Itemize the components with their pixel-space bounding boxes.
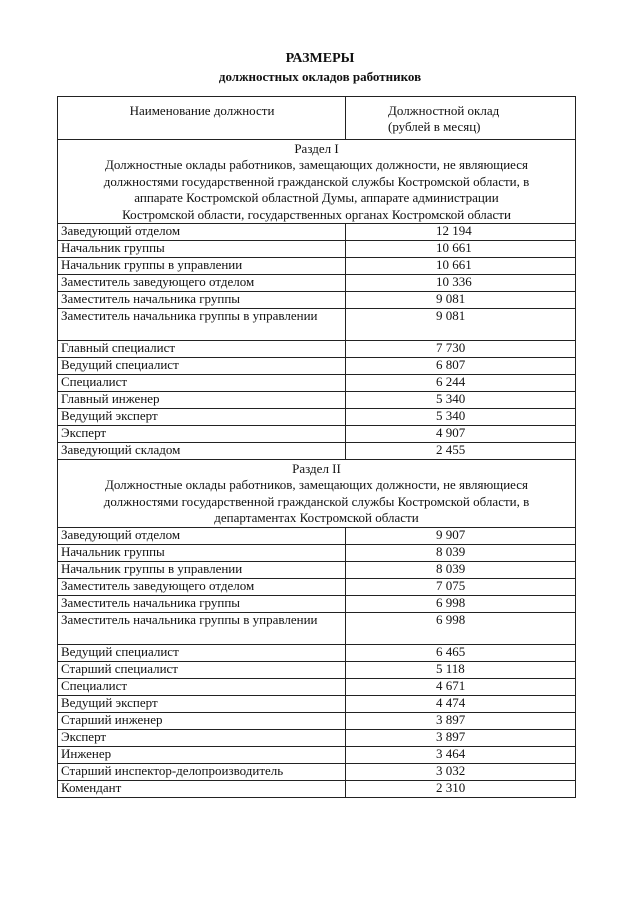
position-cell: Заведующий отделом <box>58 224 346 241</box>
table-row <box>58 392 576 409</box>
section-description-line: должностями государственной гражданской службы Костромской области, в <box>103 173 530 189</box>
salary-cell: 3 897 <box>346 729 576 746</box>
header-position: Наименование должности <box>58 97 346 140</box>
salary-cell: 8 039 <box>346 561 576 578</box>
position-cell: Начальник группы <box>58 544 346 561</box>
salary-cell: 5 340 <box>346 409 576 426</box>
salary-cell: 2 455 <box>346 443 576 460</box>
salary-cell: 10 661 <box>346 241 576 258</box>
salary-cell: 7 730 <box>346 341 576 358</box>
position-cell: Заведующий складом <box>58 443 346 460</box>
salary-cell: 3 897 <box>346 712 576 729</box>
position-cell: Заместитель начальника группы в управлении <box>58 309 346 341</box>
section-header-row <box>58 140 576 224</box>
table-row <box>58 275 576 292</box>
table-row <box>58 544 576 561</box>
section-header-row <box>58 460 576 528</box>
position-cell: Эксперт <box>58 426 346 443</box>
position-cell: Ведущий специалист <box>58 358 346 375</box>
position-cell: Эксперт <box>58 729 346 746</box>
section-description-line: Должностные оклады работников, замещающих должности, не являющиеся <box>104 157 528 173</box>
position-cell: Начальник группы <box>58 241 346 258</box>
table-row <box>58 644 576 661</box>
section-label: Раздел I <box>294 141 339 156</box>
position-cell: Заместитель начальника группы <box>58 595 346 612</box>
section-label: Раздел II <box>292 461 341 477</box>
table-header-row <box>58 97 576 140</box>
position-cell: Начальник группы в управлении <box>58 561 346 578</box>
header-salary-line2: (рублей в месяц) <box>388 119 481 134</box>
salary-cell: 3 032 <box>346 763 576 780</box>
salary-cell: 12 194 <box>346 224 576 241</box>
table-row <box>58 612 576 644</box>
position-cell: Старший инженер <box>58 712 346 729</box>
section-description-line: аппарате Костромской областной Думы, аппарате администрации <box>134 190 499 206</box>
salary-cell: 6 465 <box>346 644 576 661</box>
salary-cell: 5 118 <box>346 661 576 678</box>
table-row <box>58 527 576 544</box>
table-row <box>58 595 576 612</box>
position-cell: Главный инженер <box>58 392 346 409</box>
position-cell: Ведущий эксперт <box>58 409 346 426</box>
position-cell: Специалист <box>58 678 346 695</box>
salary-cell: 2 310 <box>346 780 576 797</box>
position-cell: Главный специалист <box>58 341 346 358</box>
position-cell: Заместитель заведующего отделом <box>58 275 346 292</box>
table-row <box>58 258 576 275</box>
section-header <box>58 140 576 224</box>
table-row <box>58 443 576 460</box>
position-cell: Комендант <box>58 780 346 797</box>
table-row <box>58 561 576 578</box>
position-cell: Заместитель начальника группы <box>58 292 346 309</box>
header-salary <box>346 97 576 140</box>
table-row <box>58 746 576 763</box>
position-cell: Специалист <box>58 375 346 392</box>
table-row <box>58 224 576 241</box>
section-description-line: Костромской области, государственных органах Костромской области <box>122 206 511 222</box>
table-row <box>58 358 576 375</box>
document-subtitle: должностных окладов работников <box>218 69 422 84</box>
salary-cell: 3 464 <box>346 746 576 763</box>
position-cell: Инженер <box>58 746 346 763</box>
section-description-line: должностями государственной гражданской службы Костромской области, в <box>103 493 530 509</box>
position-cell: Ведущий специалист <box>58 644 346 661</box>
salary-cell: 7 075 <box>346 578 576 595</box>
position-cell: Заместитель начальника группы в управлении <box>58 612 346 644</box>
salary-cell: 6 998 <box>346 595 576 612</box>
salary-cell: 8 039 <box>346 544 576 561</box>
table-row <box>58 695 576 712</box>
section-description-line: Должностные оклады работников, замещающих должности, не являющиеся <box>104 477 528 493</box>
salary-cell: 6 807 <box>346 358 576 375</box>
table-row <box>58 241 576 258</box>
salary-cell: 5 340 <box>346 392 576 409</box>
salary-cell: 10 336 <box>346 275 576 292</box>
salary-cell: 10 661 <box>346 258 576 275</box>
table-row <box>58 409 576 426</box>
table-row <box>58 309 576 341</box>
section-header <box>58 460 576 528</box>
salary-cell: 4 907 <box>346 426 576 443</box>
document-title: РАЗМЕРЫ <box>285 51 355 66</box>
table-row <box>58 292 576 309</box>
salary-cell: 6 998 <box>346 612 576 644</box>
table-row <box>58 661 576 678</box>
position-cell: Заместитель заведующего отделом <box>58 578 346 595</box>
header-salary-line1: Должностной оклад <box>388 103 500 118</box>
table-row <box>58 426 576 443</box>
table-row <box>58 712 576 729</box>
table-row <box>58 341 576 358</box>
table-row <box>58 578 576 595</box>
position-cell: Старший инспектор-делопроизводитель <box>58 763 346 780</box>
table-row <box>58 678 576 695</box>
salary-table <box>57 96 576 798</box>
table-row <box>58 375 576 392</box>
salary-cell: 4 671 <box>346 678 576 695</box>
table-row <box>58 780 576 797</box>
position-cell: Старший специалист <box>58 661 346 678</box>
table-row <box>58 763 576 780</box>
table-row <box>58 729 576 746</box>
section-description-line: департаментах Костромской области <box>214 510 419 526</box>
salary-cell: 4 474 <box>346 695 576 712</box>
position-cell: Начальник группы в управлении <box>58 258 346 275</box>
position-cell: Заведующий отделом <box>58 527 346 544</box>
salary-cell: 9 907 <box>346 527 576 544</box>
salary-cell: 9 081 <box>346 292 576 309</box>
position-cell: Ведущий эксперт <box>58 695 346 712</box>
salary-table-body <box>58 97 576 798</box>
salary-cell: 9 081 <box>346 309 576 341</box>
salary-cell: 6 244 <box>346 375 576 392</box>
